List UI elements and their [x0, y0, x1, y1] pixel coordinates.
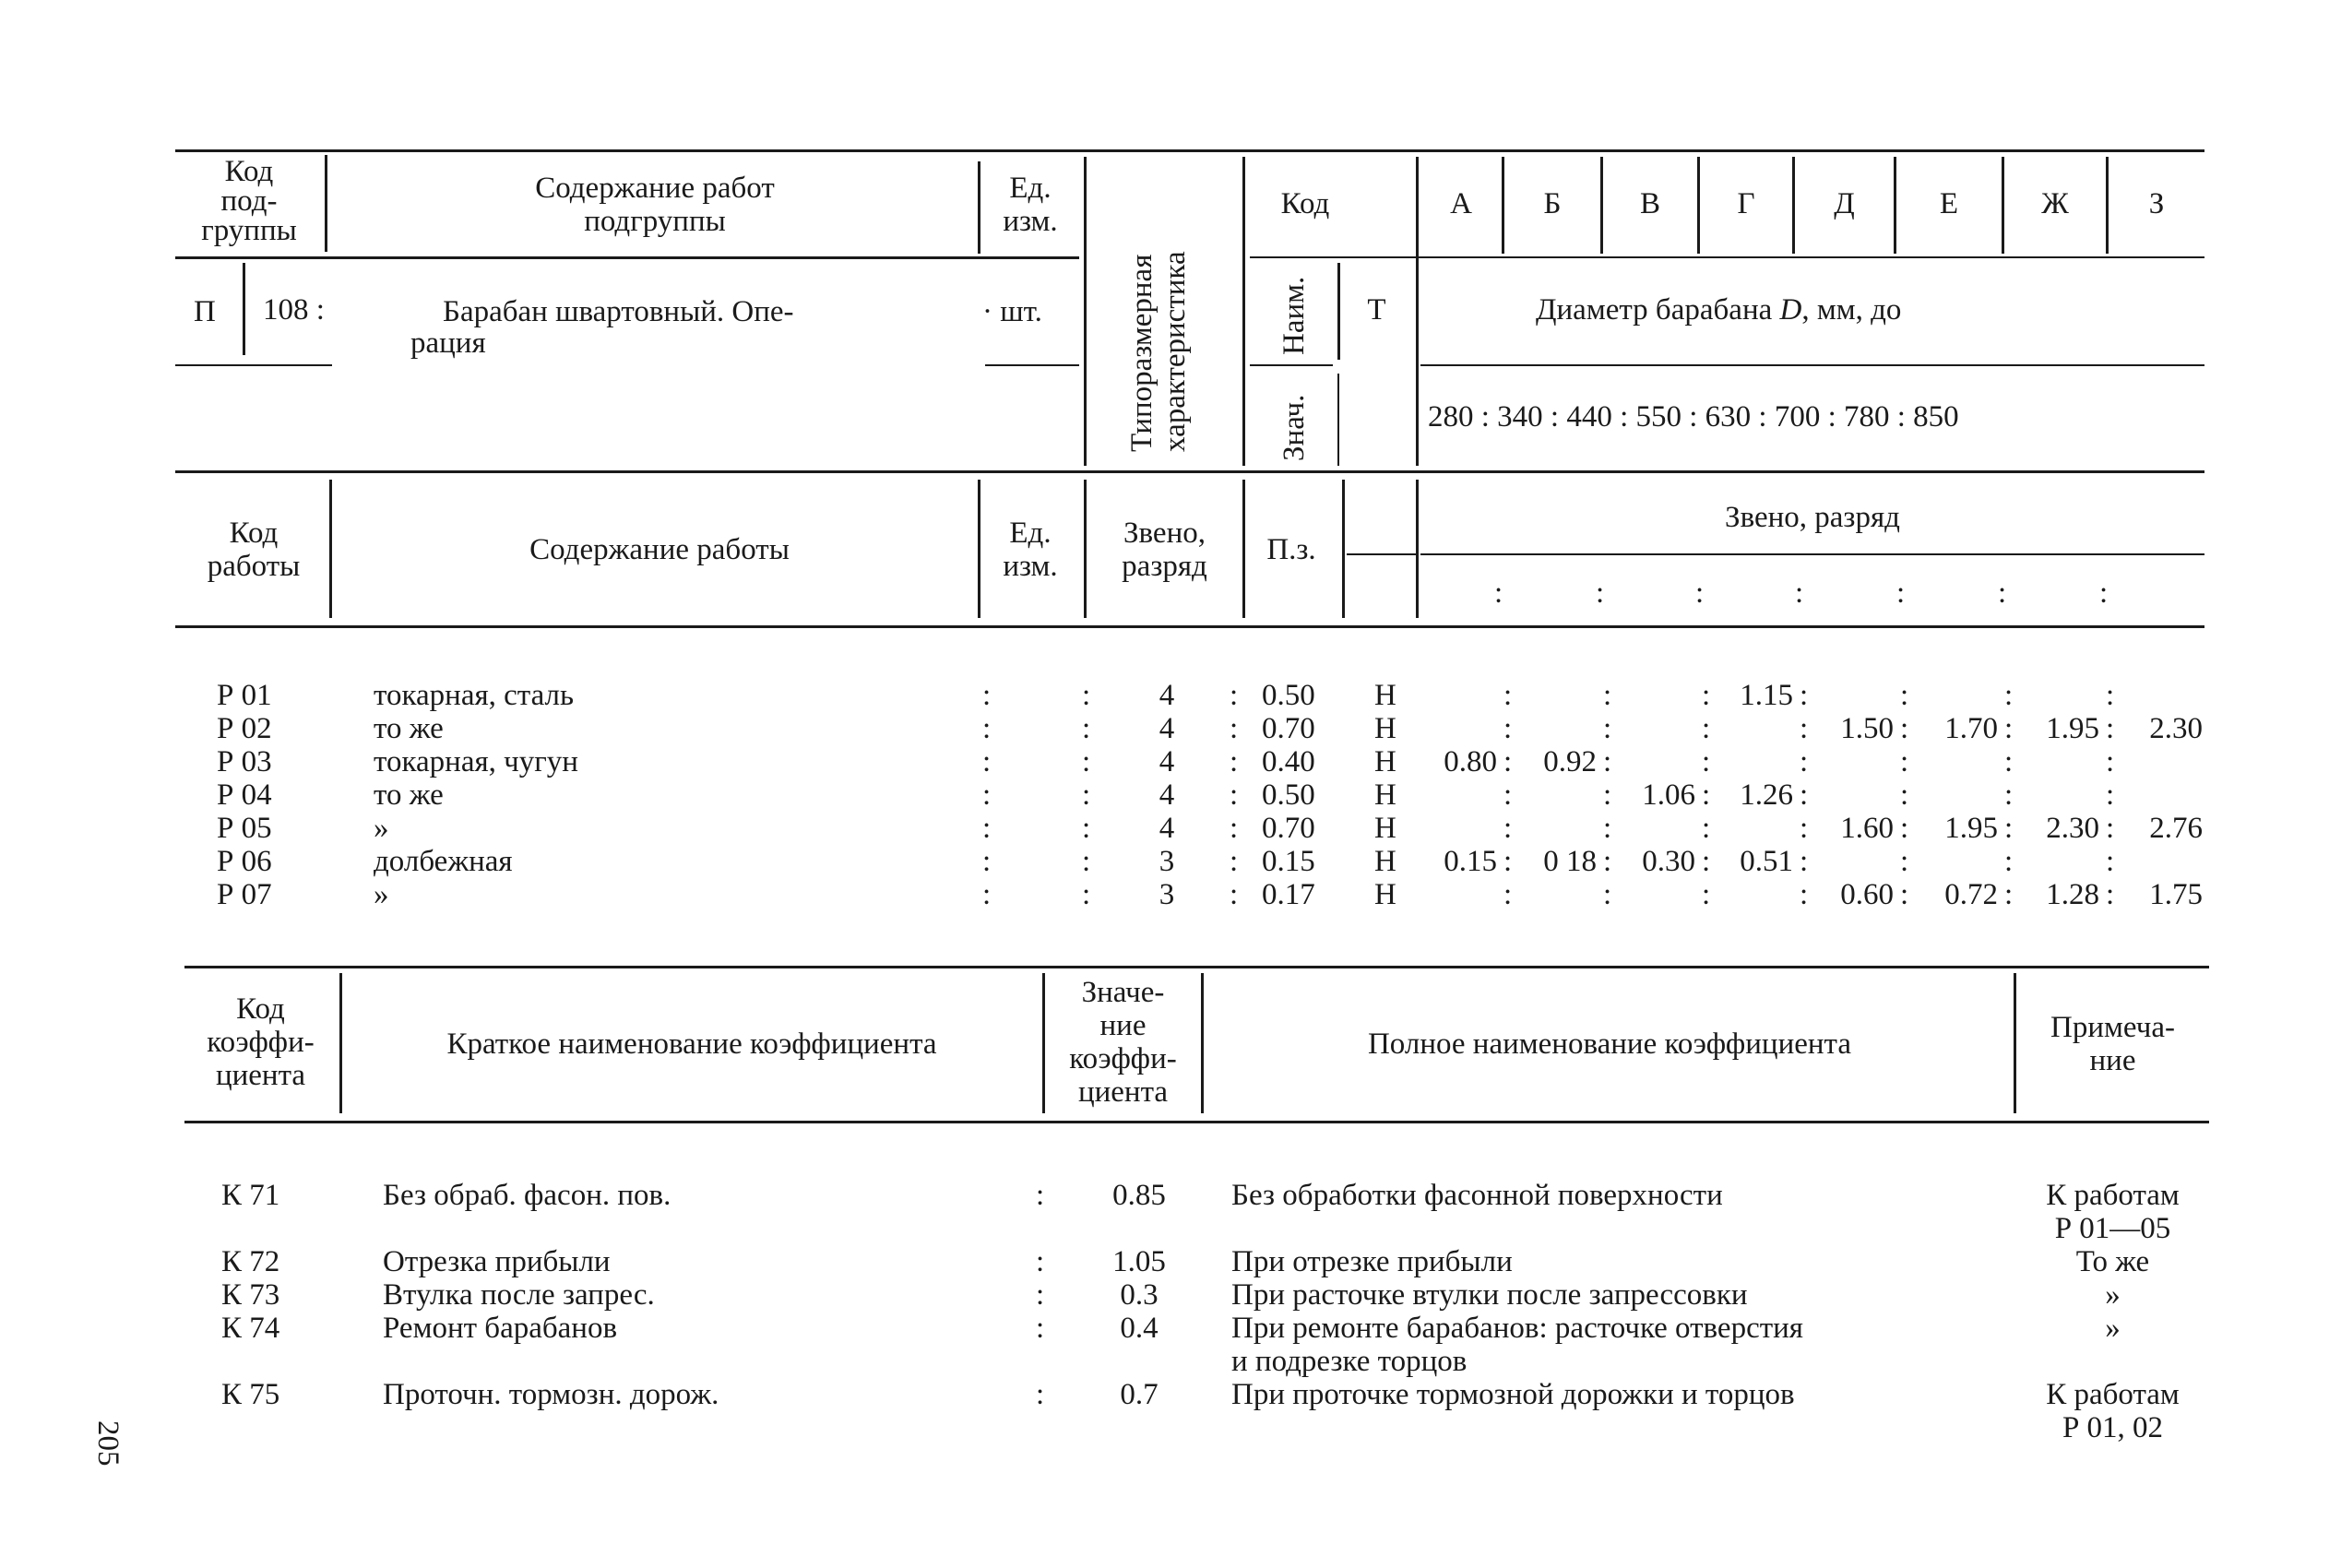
row-unit: · шт.	[982, 295, 1042, 328]
colon: :	[1230, 778, 1239, 812]
header-znachenie: Значе- ние коэффи- циента	[1069, 976, 1177, 1109]
work-norm: Н	[1374, 878, 1396, 911]
work-norm: Н	[1374, 845, 1396, 878]
work-norm: Н	[1374, 679, 1396, 712]
colon: :	[1082, 712, 1091, 745]
rule	[1416, 480, 1419, 618]
rule	[1201, 973, 1204, 1113]
rule	[1420, 256, 2204, 258]
rule	[184, 966, 2209, 968]
header-kratkoe: Краткое наименование коэффициента	[446, 1028, 937, 1061]
rule	[175, 256, 1079, 259]
work-pz: 0.40	[1262, 745, 1315, 778]
colon: :	[2106, 778, 2115, 812]
work-value: 1.95	[1944, 812, 1998, 845]
colon: :	[2004, 812, 2014, 845]
row-p: П	[194, 295, 216, 328]
header-colons: :	[1896, 576, 1906, 610]
colon: :	[2106, 878, 2115, 911]
work-zveno: 3	[1159, 878, 1175, 911]
colon: :	[1800, 812, 1809, 845]
header-znach: Знач.	[1277, 394, 1311, 461]
colon: :	[1036, 1312, 1045, 1345]
colon: :	[1230, 845, 1239, 878]
header-naim: Наим.	[1277, 276, 1311, 355]
header-ed-izm-2: Ед. изм.	[1003, 517, 1058, 583]
work-pz: 0.50	[1262, 778, 1315, 812]
work-zveno: 4	[1159, 712, 1175, 745]
work-zveno: 3	[1159, 845, 1175, 878]
colon: :	[1503, 745, 1513, 778]
work-text: то же	[374, 778, 444, 812]
coef-short: Ремонт барабанов	[383, 1312, 618, 1345]
work-pz: 0.50	[1262, 679, 1315, 712]
colon: :	[1230, 745, 1239, 778]
colon: :	[1800, 878, 1809, 911]
colon: :	[1702, 679, 1711, 712]
coef-code: К 71	[221, 1179, 280, 1212]
work-value: 2.30	[2046, 812, 2099, 845]
work-code: Р 04	[217, 778, 272, 812]
colon: :	[1603, 679, 1612, 712]
colon: :	[2106, 745, 2115, 778]
coef-full: При отрезке прибыли	[1231, 1245, 1513, 1278]
work-pz: 0.70	[1262, 812, 1315, 845]
header-kod: Код	[1280, 187, 1330, 220]
letter-v: В	[1639, 187, 1660, 220]
work-value: 1.95	[2046, 712, 2099, 745]
coef-short: Проточн. тормозн. дорож.	[383, 1378, 719, 1411]
rule	[175, 470, 2204, 473]
colon: :	[1230, 878, 1239, 911]
header-polnoe: Полное наименование коэффициента	[1367, 1028, 1852, 1061]
coef-value: 0.85	[1112, 1179, 1166, 1212]
coef-full: и подрезке торцов	[1231, 1345, 1468, 1378]
work-value: 1.70	[1944, 712, 1998, 745]
work-text: токарная, сталь	[374, 679, 575, 712]
work-value: 2.30	[2149, 712, 2203, 745]
colon: :	[982, 745, 992, 778]
colon: :	[982, 845, 992, 878]
header-soderzhanie-rabot: Содержание работ подгруппы	[535, 172, 775, 238]
coef-value: 0.4	[1120, 1312, 1159, 1345]
rule	[329, 480, 332, 618]
work-text: токарная, чугун	[374, 745, 578, 778]
rule	[175, 364, 332, 366]
work-norm: Н	[1374, 712, 1396, 745]
colon: :	[1800, 778, 1809, 812]
work-code: Р 02	[217, 712, 272, 745]
colon: :	[1800, 845, 1809, 878]
work-code: Р 03	[217, 745, 272, 778]
colon: :	[1503, 878, 1513, 911]
colon: :	[1036, 1245, 1045, 1278]
colon: :	[1603, 745, 1612, 778]
colon: :	[1702, 812, 1711, 845]
header-primechanie: Примеча- ние	[2050, 1011, 2175, 1077]
colon: :	[1900, 745, 1909, 778]
colon: :	[1702, 745, 1711, 778]
colon: :	[1702, 845, 1711, 878]
work-code: Р 06	[217, 845, 272, 878]
row-text: Барабан швартовный. Опе- рация	[410, 295, 794, 360]
work-zveno: 4	[1159, 778, 1175, 812]
coef-full: При расточке втулки после запрессовки	[1231, 1278, 1748, 1312]
colon: :	[1900, 679, 1909, 712]
coef-note: »	[2105, 1312, 2121, 1345]
work-value: 0.30	[1642, 845, 1695, 878]
colon: :	[1503, 679, 1513, 712]
work-value: 0.92	[1543, 745, 1597, 778]
colon: :	[1900, 878, 1909, 911]
work-value: 1.15	[1740, 679, 1793, 712]
diameter-values: 280 : 340 : 440 : 550 : 630 : 700 : 780 : 850	[1428, 400, 1959, 434]
colon: :	[982, 778, 992, 812]
coef-value: 0.7	[1120, 1378, 1159, 1411]
letter-z: З	[2148, 187, 2165, 220]
colon: :	[1900, 812, 1909, 845]
header-zveno: Звено, разряд	[1122, 517, 1207, 583]
colon: :	[982, 812, 992, 845]
work-value: 0.80	[1444, 745, 1497, 778]
rule	[1416, 157, 1419, 466]
colon: :	[2106, 812, 2115, 845]
rule	[325, 155, 327, 252]
diameter-label: Диаметр барабана D, мм, до	[1536, 293, 1902, 327]
colon: :	[2106, 845, 2115, 878]
header-tiporazmer-2: характеристика	[1159, 251, 1192, 452]
colon: :	[1603, 845, 1612, 878]
rule	[1337, 263, 1340, 360]
colon: :	[2004, 679, 2014, 712]
coef-short: Отрезка прибыли	[383, 1245, 611, 1278]
work-pz: 0.15	[1262, 845, 1315, 878]
colon: :	[1082, 745, 1091, 778]
colon: :	[982, 878, 992, 911]
colon: :	[1603, 778, 1612, 812]
coef-full: Без обработки фасонной поверхности	[1231, 1179, 1723, 1212]
colon: :	[1702, 778, 1711, 812]
rule	[1084, 157, 1087, 466]
colon: :	[1603, 812, 1612, 845]
rule	[1347, 553, 1416, 555]
colon: :	[982, 679, 992, 712]
header-pz: П.з.	[1266, 533, 1316, 566]
work-code: Р 01	[217, 679, 272, 712]
letter-d: Д	[1834, 187, 1855, 220]
work-norm: Н	[1374, 778, 1396, 812]
colon: :	[1800, 712, 1809, 745]
work-text: долбежная	[374, 845, 513, 878]
page-number: 205	[91, 1420, 125, 1467]
rule	[1342, 480, 1345, 618]
naim-value: Т	[1367, 293, 1386, 327]
rule	[1337, 374, 1339, 466]
colon: :	[1900, 778, 1909, 812]
work-text: »	[374, 812, 389, 845]
colon: :	[1503, 812, 1513, 845]
header-kod-podgruppy: Код под- группы	[201, 155, 297, 247]
work-norm: Н	[1374, 812, 1396, 845]
colon: :	[2004, 745, 2014, 778]
coef-note: »	[2105, 1278, 2121, 1312]
rule	[1042, 973, 1045, 1113]
coef-note: То же	[2075, 1245, 2150, 1278]
rule	[1250, 256, 1420, 258]
work-code: Р 05	[217, 812, 272, 845]
header-colons: :	[1998, 576, 2007, 610]
header-zveno-razryad: Звено, разряд	[1725, 501, 1900, 534]
header-kod-raboty: Код работы	[207, 517, 301, 583]
work-value: 1.75	[2149, 878, 2203, 911]
work-text: »	[374, 878, 389, 911]
colon: :	[1603, 712, 1612, 745]
colon: :	[1082, 812, 1091, 845]
colon: :	[1082, 778, 1091, 812]
colon: :	[2004, 778, 2014, 812]
rule	[1420, 553, 2204, 555]
colon: :	[1503, 845, 1513, 878]
work-value: 0.51	[1740, 845, 1793, 878]
colon: :	[2004, 845, 2014, 878]
coef-code: К 74	[221, 1312, 280, 1345]
colon: :	[1900, 845, 1909, 878]
colon: :	[2106, 712, 2115, 745]
header-colons: :	[1596, 576, 1605, 610]
work-zveno: 4	[1159, 745, 1175, 778]
header-ed-izm: Ед. изм.	[1003, 172, 1058, 238]
coef-value: 0.3	[1120, 1278, 1159, 1312]
colon: :	[1082, 878, 1091, 911]
work-value: 1.60	[1840, 812, 1894, 845]
work-text: то же	[374, 712, 444, 745]
work-value: 1.06	[1642, 778, 1695, 812]
colon: :	[2004, 712, 2014, 745]
coef-code: К 72	[221, 1245, 280, 1278]
letter-e: Е	[1939, 187, 1959, 220]
work-zveno: 4	[1159, 812, 1175, 845]
colon: :	[1702, 712, 1711, 745]
rule	[175, 625, 2204, 628]
work-value: 0.72	[1944, 878, 1998, 911]
rule	[985, 364, 1079, 366]
header-tiporazmer-1: Типоразмерная	[1125, 254, 1159, 452]
colon: :	[1230, 679, 1239, 712]
rule	[175, 149, 2204, 152]
letter-b: Б	[1543, 187, 1562, 220]
colon: :	[1082, 679, 1091, 712]
coef-note: К работам	[2046, 1378, 2180, 1411]
coef-note: К работам	[2046, 1179, 2180, 1212]
rule	[1242, 157, 1245, 466]
work-norm: Н	[1374, 745, 1396, 778]
letter-g: Г	[1737, 187, 1755, 220]
coef-short: Без обраб. фасон. пов.	[383, 1179, 671, 1212]
header-colons: :	[1695, 576, 1705, 610]
colon: :	[1503, 778, 1513, 812]
coef-short: Втулка после запрес.	[383, 1278, 655, 1312]
coef-code: К 75	[221, 1378, 280, 1411]
header-kod-koef: Код коэффи- циента	[207, 992, 315, 1092]
colon: :	[1082, 845, 1091, 878]
rule	[1420, 364, 2204, 366]
letter-a: А	[1450, 187, 1472, 220]
colon: :	[1603, 878, 1612, 911]
work-pz: 0.17	[1262, 878, 1315, 911]
header-colons: :	[2099, 576, 2109, 610]
work-code: Р 07	[217, 878, 272, 911]
coef-note: Р 01—05	[2054, 1212, 2171, 1245]
letter-zh: Ж	[2041, 187, 2069, 220]
colon: :	[1702, 878, 1711, 911]
work-value: 1.26	[1740, 778, 1793, 812]
work-value: 2.76	[2149, 812, 2203, 845]
colon: :	[2106, 679, 2115, 712]
colon: :	[1036, 1179, 1045, 1212]
colon: :	[982, 712, 992, 745]
coef-note: Р 01, 02	[2062, 1411, 2164, 1444]
colon: :	[1900, 712, 1909, 745]
work-value: 0.60	[1840, 878, 1894, 911]
work-zveno: 4	[1159, 679, 1175, 712]
rule	[184, 1121, 2209, 1123]
header-colons: :	[1795, 576, 1804, 610]
rule	[243, 263, 245, 355]
row-code: 108 :	[263, 293, 325, 327]
header-colons: :	[1494, 576, 1503, 610]
header-soderzhanie-raboty: Содержание работы	[529, 533, 790, 566]
work-pz: 0.70	[1262, 712, 1315, 745]
coef-full: При ремонте барабанов: расточке отверстия	[1231, 1312, 1803, 1345]
coef-code: К 73	[221, 1278, 280, 1312]
colon: :	[1036, 1378, 1045, 1411]
work-value: 1.28	[2046, 878, 2099, 911]
work-value: 1.50	[1840, 712, 1894, 745]
colon: :	[1503, 712, 1513, 745]
rule	[339, 973, 342, 1113]
colon: :	[2004, 878, 2014, 911]
work-value: 0.15	[1444, 845, 1497, 878]
colon: :	[1800, 745, 1809, 778]
coef-value: 1.05	[1112, 1245, 1166, 1278]
colon: :	[1036, 1278, 1045, 1312]
rule	[2014, 973, 2016, 1113]
colon: :	[1800, 679, 1809, 712]
rule	[1250, 364, 1333, 366]
work-value: 0 18	[1543, 845, 1597, 878]
colon: :	[1230, 712, 1239, 745]
colon: :	[1230, 812, 1239, 845]
rule	[1084, 480, 1087, 618]
coef-full: При проточке тормозной дорожки и торцов	[1231, 1378, 1795, 1411]
